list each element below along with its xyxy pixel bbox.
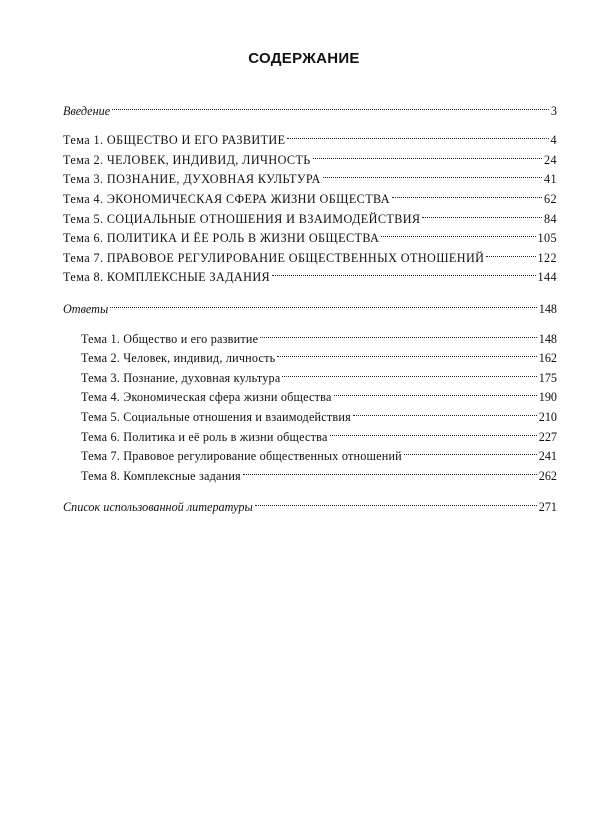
toc-entry-label: Тема 4. ЭКОНОМИЧЕСКАЯ СФЕРА ЖИЗНИ ОБЩЕСТВА bbox=[63, 191, 390, 206]
toc-entry-page: 271 bbox=[538, 500, 557, 515]
toc-entry-page: 148 bbox=[538, 331, 557, 346]
toc-entry-page: 122 bbox=[537, 250, 557, 265]
toc-entry-theme-1[interactable] bbox=[63, 125, 557, 148]
leader-dots bbox=[272, 262, 535, 282]
leader-dots bbox=[381, 223, 535, 243]
toc-entry-label: Введение bbox=[63, 103, 111, 118]
toc-entry-label: Ответы bbox=[63, 301, 109, 316]
leader-dots bbox=[404, 441, 537, 461]
leader-dots bbox=[110, 293, 537, 313]
toc-entry-page: 241 bbox=[538, 449, 557, 464]
leader-dots bbox=[486, 242, 535, 262]
leader-dots bbox=[112, 95, 549, 115]
table-of-contents bbox=[63, 95, 557, 515]
toc-entry-label: Тема 2. ЧЕЛОВЕК, ИНДИВИД, ЛИЧНОСТЬ bbox=[63, 152, 311, 167]
leader-dots bbox=[287, 125, 548, 145]
leader-dots bbox=[330, 421, 537, 441]
toc-entry-page: 210 bbox=[538, 409, 557, 424]
toc-entry-page: 262 bbox=[538, 468, 557, 483]
toc-entry-page: 175 bbox=[538, 370, 557, 385]
leader-dots bbox=[313, 144, 542, 164]
toc-entry-page: 227 bbox=[538, 429, 557, 444]
leader-dots bbox=[392, 183, 542, 203]
toc-entry-answers[interactable] bbox=[63, 293, 557, 316]
leader-dots bbox=[334, 382, 537, 402]
leader-dots bbox=[422, 203, 542, 223]
toc-entry-intro[interactable] bbox=[63, 95, 557, 118]
toc-entry-label: Тема 7. Правовое регулирование общественных отношений bbox=[81, 449, 402, 464]
toc-entry-page: 148 bbox=[538, 301, 557, 316]
leader-dots bbox=[282, 362, 536, 382]
toc-entry-label: Тема 5. Социальные отношения и взаимодействия bbox=[81, 409, 351, 424]
toc-entry-label: Список использованной литературы bbox=[63, 500, 253, 515]
toc-entry-label: Тема 3. ПОЗНАНИЕ, ДУХОВНАЯ КУЛЬТУРА bbox=[63, 172, 321, 187]
toc-entry-label: Тема 1. ОБЩЕСТВО И ЕГО РАЗВИТИЕ bbox=[63, 133, 286, 148]
leader-dots bbox=[260, 323, 537, 343]
toc-entry-answer-theme-1[interactable] bbox=[63, 323, 557, 346]
toc-entry-literature[interactable] bbox=[63, 492, 557, 515]
toc-entry-label: Тема 5. СОЦИАЛЬНЫЕ ОТНОШЕНИЯ И ВЗАИМОДЕЙСТВИЯ bbox=[63, 211, 421, 226]
toc-entry-label: Тема 8. Комплексные задания bbox=[81, 468, 241, 483]
toc-entry-page: 4 bbox=[550, 133, 557, 148]
leader-dots bbox=[353, 401, 537, 421]
toc-entry-page: 105 bbox=[537, 231, 557, 246]
toc-entry-label: Тема 1. Общество и его развитие bbox=[81, 331, 259, 346]
toc-entry-label: Тема 4. Экономическая сфера жизни общества bbox=[81, 390, 332, 405]
toc-entry-label: Тема 3. Познание, духовная культура bbox=[81, 370, 281, 385]
leader-dots bbox=[243, 460, 537, 480]
toc-entry-label: Тема 2. Человек, индивид, личность bbox=[81, 351, 276, 366]
toc-entry-label: Тема 6. Политика и её роль в жизни общества bbox=[81, 429, 328, 444]
toc-entry-label: Тема 8. КОМПЛЕКСНЫЕ ЗАДАНИЯ bbox=[63, 270, 271, 285]
leader-dots bbox=[255, 492, 537, 512]
toc-entry-page: 62 bbox=[544, 191, 557, 206]
page-title: СОДЕРЖАНИЕ bbox=[248, 50, 360, 67]
toc-entry-label: Тема 6. ПОЛИТИКА И ЁЕ РОЛЬ В ЖИЗНИ ОБЩЕСТВА bbox=[63, 231, 380, 246]
leader-dots bbox=[277, 343, 536, 363]
toc-entry-label: Тема 7. ПРАВОВОЕ РЕГУЛИРОВАНИЕ ОБЩЕСТВЕННЫХ ОТНОШЕНИЙ bbox=[63, 250, 485, 265]
toc-entry-page: 24 bbox=[544, 152, 557, 167]
leader-dots bbox=[323, 164, 542, 184]
toc-entry-page: 162 bbox=[538, 351, 557, 366]
toc-entry-page: 190 bbox=[538, 390, 557, 405]
toc-entry-page: 144 bbox=[537, 270, 557, 285]
toc-entry-page: 84 bbox=[544, 211, 557, 226]
toc-entry-page: 3 bbox=[550, 103, 557, 118]
toc-entry-page: 41 bbox=[544, 172, 557, 187]
